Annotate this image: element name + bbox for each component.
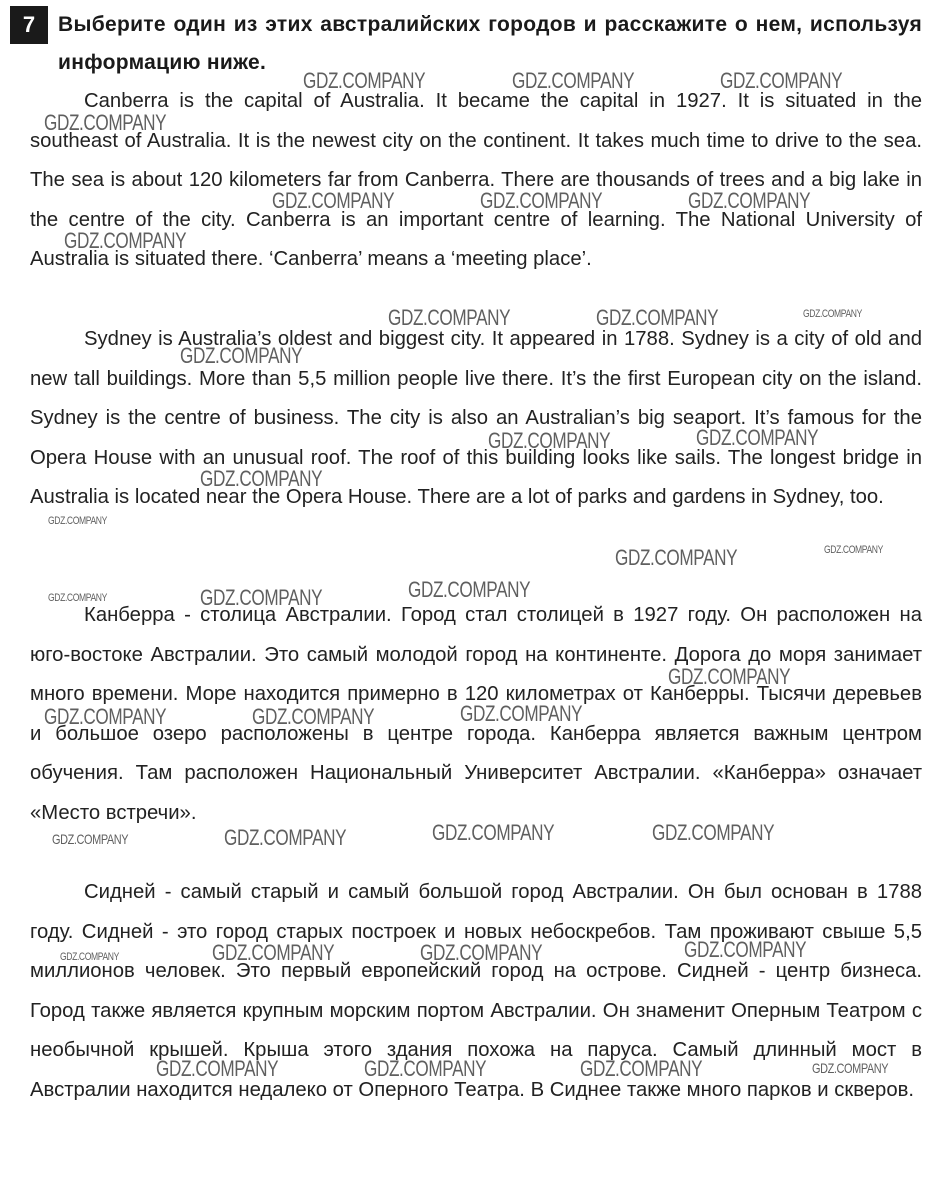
watermark: GDZ.COMPANY [432,820,555,845]
watermark: GDZ.COMPANY [812,1060,889,1076]
watermark: GDZ.COMPANY [408,577,531,602]
watermark: GDZ.COMPANY [52,831,129,847]
watermark: GDZ.COMPANY [720,68,843,93]
watermark: GDZ.COMPANY [596,305,719,330]
watermark: GDZ.COMPANY [696,425,819,450]
watermark: GDZ.COMPANY [684,937,807,962]
watermark: GDZ.COMPANY [44,110,167,135]
task-title: Выберите один из этих австралийских городов и расскажите о нем, используя информацию ниже. [58,13,922,74]
watermark: GDZ.COMPANY [44,704,167,729]
paragraph-canberra-ru: Канберра - столица Австралии. Город стал столицей в 1927 году. Он расположен на юго-востоке Австралии. Это самый молодой город на континенте. Дорога до моря занимает много времени. Море находится примерно в 120 километрах от Канберры. Тысячи деревьев и большое озеро расположены в центре города. Канберра является важным центром обучения. Там расположен Национальный Университет Австралии. «Канберра» означает «Место встречи». [30,604,922,824]
watermark: GDZ.COMPANY [668,664,791,689]
watermark: GDZ.COMPANY [803,308,862,320]
paragraph-sydney-en: Sydney is Australia’s oldest and biggest city. It appeared in 1788. Sydney is a city of old and new tall buildings. More than 5,5 million people live there. It’s the first European city on the island. Sydney is the centre of business. The city is also an Australian’s big seaport. It’s famous for the Opera House with an unusual roof. The roof of this building looks like sails. The longest bridge in Australia is located near the Opera House. There are a lot of parks and gardens in Sydney, too. [30,328,922,509]
watermark: GDZ.COMPANY [64,228,187,253]
watermark: GDZ.COMPANY [420,940,543,965]
watermark: GDZ.COMPANY [48,592,107,604]
watermark: GDZ.COMPANY [512,68,635,93]
paragraph-canberra-en: Canberra is the capital of Australia. It became the capital in 1927. It is situated in the southeast of Australia. It is the newest city on the continent. It takes much time to drive to the sea. The sea is about 120 kilometers far from Canberra. There are thousands of trees and a big lake in the centre of the city. Canberra is an important centre of learning. The National University of Australia is situated there. ‘Canberra’ means a ‘meeting place’. [30,90,922,271]
watermark: GDZ.COMPANY [824,544,883,556]
watermark: GDZ.COMPANY [303,68,426,93]
watermark: GDZ.COMPANY [212,940,335,965]
watermark: GDZ.COMPANY [388,305,511,330]
watermark: GDZ.COMPANY [460,701,583,726]
watermark: GDZ.COMPANY [200,585,323,610]
watermark: GDZ.COMPANY [252,704,375,729]
paragraph-sydney-ru: Сидней - самый старый и самый большой город Австралии. Он был основан в 1788 году. Сидней - это город старых построек и новых небоскребов. Там проживают свыше 5,5 миллионов человек. Это первый европейский город на острове. Сидней - центр бизнеса. Город также является крупным морским портом Австралии. Он знаменит Оперным Театром с необычной крышей. Крыша этого здания похожа на паруса. Самый длинный мост в Австралии находится недалеко от Оперного Театра. В Сиднее также много парков и скверов. [30,881,922,1101]
watermark: GDZ.COMPANY [272,188,395,213]
watermark: GDZ.COMPANY [688,188,811,213]
watermark: GDZ.COMPANY [364,1056,487,1081]
watermark: GDZ.COMPANY [480,188,603,213]
task-number-badge: 7 [10,6,48,44]
watermark: GDZ.COMPANY [580,1056,703,1081]
watermark: GDZ.COMPANY [652,820,775,845]
watermark: GDZ.COMPANY [60,951,119,963]
watermark: GDZ.COMPANY [200,466,323,491]
watermark: GDZ.COMPANY [156,1056,279,1081]
watermark: GDZ.COMPANY [180,343,303,368]
watermark: GDZ.COMPANY [615,545,738,570]
watermark: GDZ.COMPANY [488,428,611,453]
watermark: GDZ.COMPANY [48,515,107,527]
watermark: GDZ.COMPANY [224,825,347,850]
